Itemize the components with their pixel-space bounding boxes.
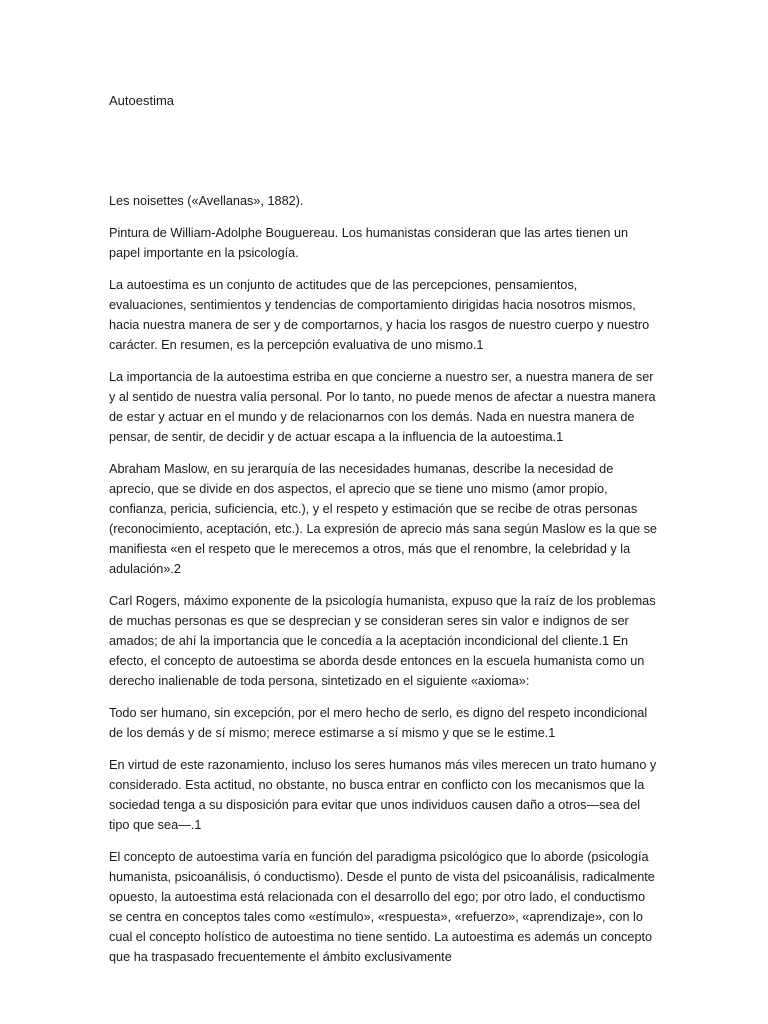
paragraph-maslow: Abraham Maslow, en su jerarquía de las necesidades humanas, describe la necesidad de aprecio, que se divide en dos aspectos, el aprecio que se tiene uno mismo (amor propio, confianza, pericia, suficiencia, etc.), y el respeto y estimación que se recibe de otras personas (reconocimiento, aceptación, etc.). La expresión de aprecio más sana según Maslow es la que se manifiesta «en el respeto que le merecemos a otros, más que el renombre, la celebridad y la adulación».2 [109, 462, 657, 576]
paragraph-reasoning: En virtud de este razonamiento, incluso los seres humanos más viles merecen un trato humano y considerado. Esta actitud, no obstante, no busca entrar en conflicto con los mecanismos que la sociedad tenga a su disposición para evitar que unos individuos causen daño a otros—sea del tipo que sea—.1 [109, 758, 657, 832]
paragraph-caption: Les noisettes («Avellanas», 1882). [109, 194, 304, 208]
paragraph-definition: La autoestima es un conjunto de actitudes que de las percepciones, pensamientos, evaluaciones, sentimientos y tendencias de comportamiento dirigidas hacia nosotros mismos, hacia nuestra manera de ser y de comportarnos, y hacia los rasgos de nuestro cuerpo y nuestro carácter. En resumen, es la percepción evaluativa de uno mismo.1 [109, 278, 650, 352]
document-body [109, 191, 657, 979]
document-title: Autoestima [109, 93, 175, 108]
paragraph-painting-credit: Pintura de William-Adolphe Bouguereau. Los humanistas consideran que las artes tienen un papel importante en la psicología. [109, 226, 629, 260]
paragraph-paradigms: El concepto de autoestima varía en función del paradigma psicológico que lo aborde (psicología humanista, psicoanálisis, ó conductismo). Desde el punto de vista del psicoanálisis, radicalmente opuesto, la autoestima está relacionada con el desarrollo del ego; por otro lado, el conductismo se centra en conceptos tales como «estímulo», «respuesta», «refuerzo», «aprendizaje», con lo cual el concepto holístico de autoestima no tiene sentido. La autoestima es además un concepto que ha traspasado frecuentemente el ámbito exclusivamente [109, 850, 655, 964]
paragraph-rogers: Carl Rogers, máximo exponente de la psicología humanista, expuso que la raíz de los problemas de muchas personas es que se desprecian y se consideran seres sin valor e indignos de ser amados; de ahí la importancia que le concedía a la aceptación incondicional del cliente.1 En efecto, el concepto de autoestima se aborda desde entonces en la escuela humanista como un derecho inalienable de toda persona, sintetizado en el siguiente «axioma»: [109, 594, 656, 688]
paragraph-importance: La importancia de la autoestima estriba en que concierne a nuestro ser, a nuestra manera de ser y al sentido de nuestra valía personal. Por lo tanto, no puede menos de afectar a nuestra manera de estar y actuar en el mundo y de relacionarnos con los demás. Nada en nuestra manera de pensar, de sentir, de decidir y de actuar escapa a la influencia de la autoestima.1 [109, 370, 656, 444]
paragraph-axiom: Todo ser humano, sin excepción, por el mero hecho de serlo, es digno del respeto incondicional de los demás y de sí mismo; merece estimarse a sí mismo y que se le estime.1 [109, 706, 648, 740]
